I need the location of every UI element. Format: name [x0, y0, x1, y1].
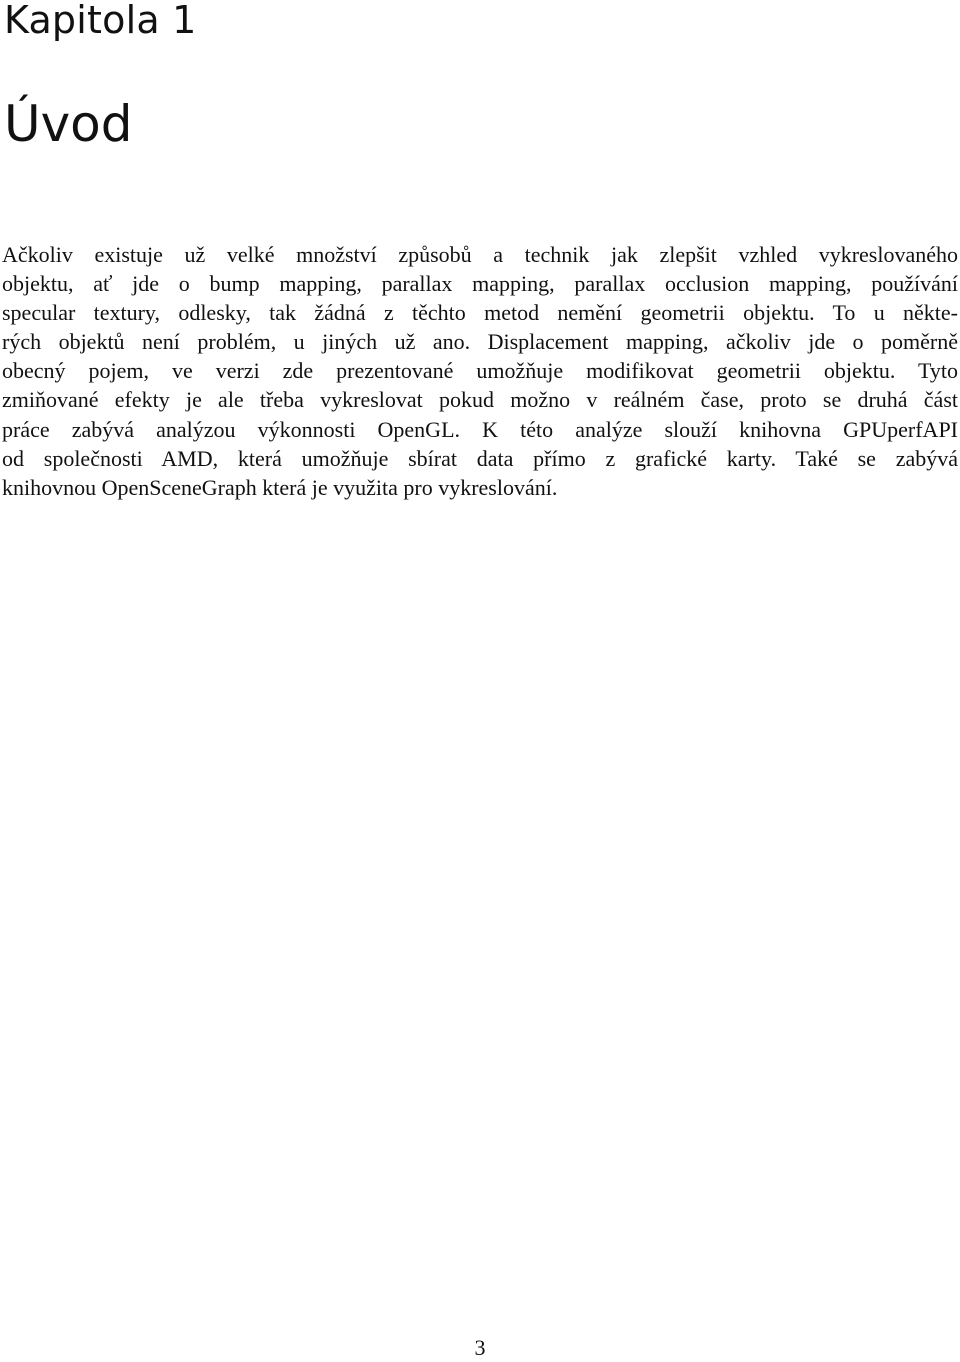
paragraph-line: od společnosti AMD, která umožňuje sbírat data přímo z grafické karty. Také se zabývá [2, 445, 958, 471]
paragraph-line: rých objektů není problém, u jiných už ano. Displacement mapping, ačkoliv jde o poměrně [2, 329, 958, 355]
paragraph-line: zmiňované efekty je ale třeba vykreslovat pokud možno v reálném čase, proto se druhá část [2, 387, 958, 413]
paragraph-line: Ačkoliv existuje už velké množství způsobů a technik jak zlepšit vzhled vykreslovaného [2, 242, 958, 267]
paragraph-line: specular textury, odlesky, tak žádná z těchto metod nemění geometrii objektu. To u někte- [2, 300, 958, 326]
paragraph-line: objektu, ať jde o bump mapping, parallax mapping, parallax occlusion mapping, používání [2, 271, 958, 297]
paragraph-line: knihovnou OpenSceneGraph která je využita pro vykreslování. [2, 474, 558, 500]
page-number: 3 [474, 1335, 486, 1360]
paragraph-line: obecný pojem, ve verzi zde prezentované umožňuje modifikovat geometrii objektu. Tyto [2, 358, 958, 384]
paragraph-line: práce zabývá analýzou výkonnosti OpenGL. K této analýze slouží knihovna GPUperfAPI [2, 416, 958, 442]
chapter-title: Úvod [4, 95, 133, 153]
intro-paragraph [2, 240, 958, 502]
chapter-label: Kapitola 1 [4, 0, 197, 42]
